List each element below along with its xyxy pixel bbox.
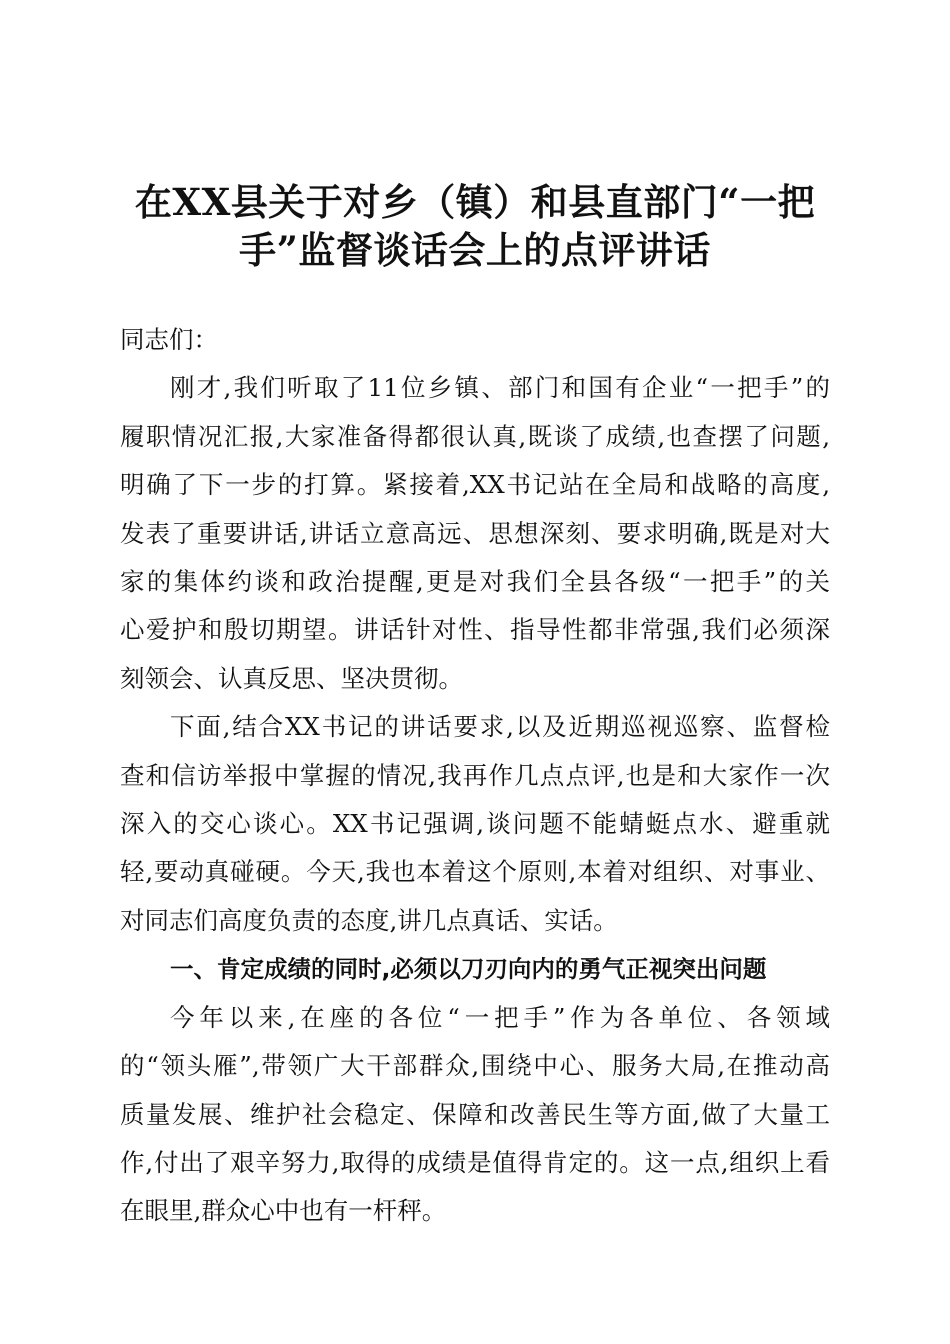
paragraph-line: 作,付出了艰辛努力,取得的成绩是值得肯定的。这一点,组织上看 bbox=[120, 1147, 830, 1177]
paragraph-line: 质量发展、维护社会稳定、保障和改善民生等方面,做了大量工 bbox=[120, 1099, 830, 1129]
paragraph-line: 查和信访举报中掌握的情况,我再作几点点评,也是和大家作一次 bbox=[120, 760, 830, 790]
section-heading-1: 一、肯定成绩的同时,必须以刀刃向内的勇气正视突出问题 bbox=[170, 955, 767, 984]
paragraph-line: 刻领会、认真反思、坚决贯彻。 bbox=[120, 663, 463, 693]
paragraph-line: 轻,要动真碰硬。今天,我也本着这个原则,本着对组织、对事业、 bbox=[120, 857, 830, 887]
title-line-2: 手”监督谈话会上的点评讲话 bbox=[239, 228, 711, 272]
paragraph-line: 深入的交心谈心。XX书记强调,谈问题不能蜻蜓点水、避重就 bbox=[120, 809, 830, 839]
paragraph-line: 发表了重要讲话,讲话立意高远、思想深刻、要求明确,既是对大 bbox=[120, 518, 830, 548]
title-line-1: 在XX县关于对乡（镇）和县直部门“一把 bbox=[134, 180, 816, 224]
paragraph-line: 对同志们高度负责的态度,讲几点真话、实话。 bbox=[120, 905, 618, 935]
paragraph-line: 在眼里,群众心中也有一杆秤。 bbox=[120, 1196, 447, 1226]
paragraph-line: 明确了下一步的打算。紧接着,XX书记站在全局和战略的高度, bbox=[120, 470, 830, 500]
document-body bbox=[120, 316, 830, 1236]
paragraph-2 bbox=[120, 703, 830, 945]
paragraph-line: 的“领头雁”,带领广大干部群众,围绕中心、服务大局,在推动高 bbox=[120, 1051, 830, 1081]
paragraph-line: 家的集体约谈和政治提醒,更是对我们全县各级“一把手”的关 bbox=[120, 567, 830, 597]
salutation: 同志们： bbox=[120, 325, 218, 354]
paragraph-line: 刚才,我们听取了11位乡镇、部门和国有企业“一把手”的 bbox=[170, 373, 830, 403]
paragraph-line: 今年以来,在座的各位“一把手”作为各单位、各领域 bbox=[170, 1002, 830, 1032]
paragraph-line: 心爱护和殷切期望。讲话针对性、指导性都非常强,我们必须深 bbox=[120, 615, 830, 645]
paragraph-line: 下面,结合XX书记的讲话要求,以及近期巡视巡察、监督检 bbox=[170, 712, 830, 742]
document-title bbox=[120, 178, 830, 274]
paragraph-line: 履职情况汇报,大家准备得都很认真,既谈了成绩,也查摆了问题, bbox=[120, 421, 830, 451]
paragraph-1 bbox=[120, 364, 830, 703]
paragraph-3 bbox=[120, 994, 830, 1236]
